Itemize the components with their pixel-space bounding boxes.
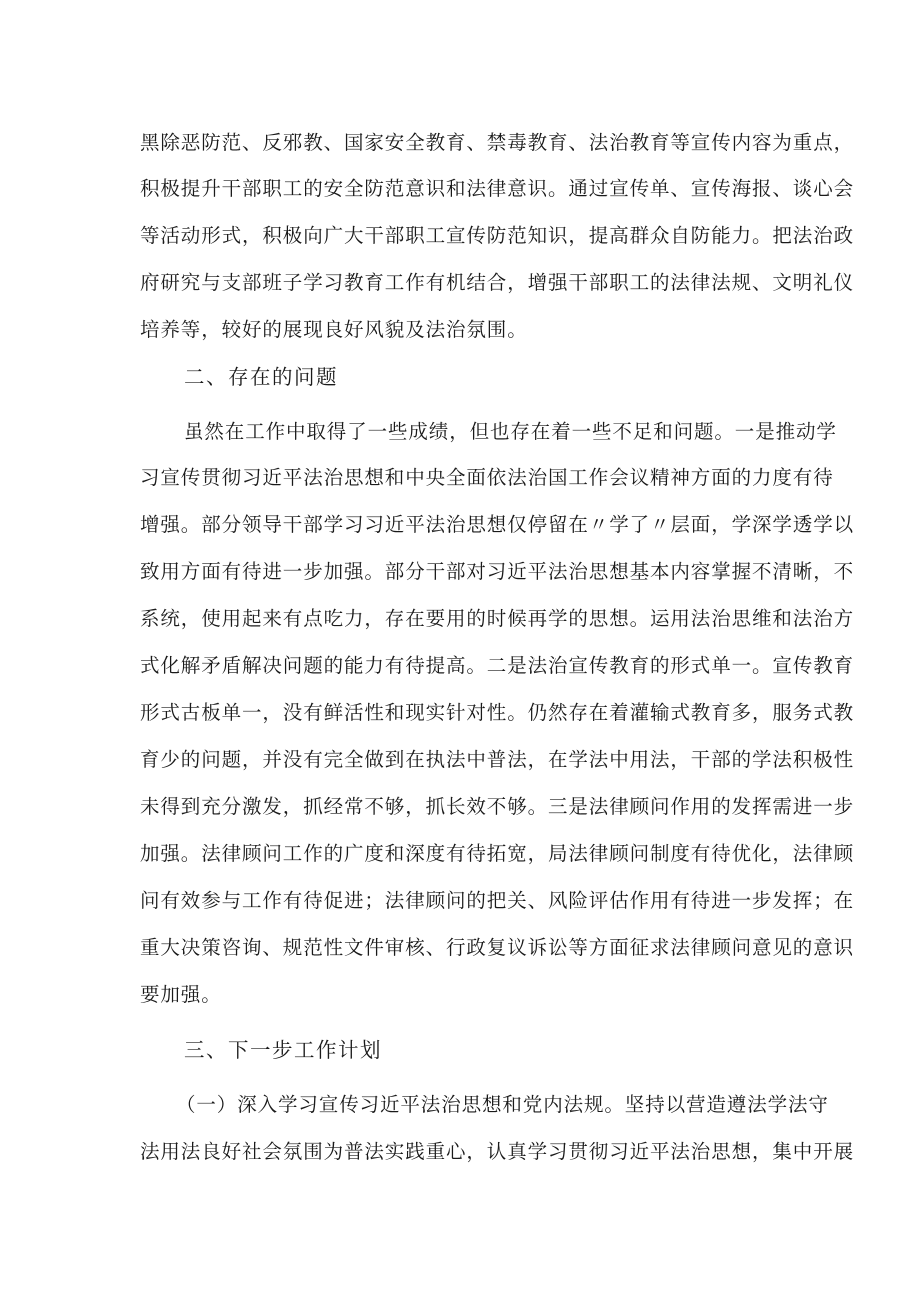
text-line: 培养等，较好的展现良好风貌及法治氛围。 <box>140 318 528 341</box>
text-line: 系统，使用起来有点吃力，存在要用的时候再学的思想。运用法治思维和法治方 <box>140 607 855 630</box>
text-line: 要加强。 <box>140 983 222 1006</box>
text-line: 等活动形式，积极向广大干部职工宣传防范知识，提高群众自防能力。把法治政 <box>140 224 855 247</box>
text-line: 府研究与支部班子学习教育工作有机结合，增强干部职工的法律法规、文明礼仪 <box>140 271 855 294</box>
text-line: 增强。部分领导干部学习习近平法治思想仅停留在〃学了〃层面，学深学透学以 <box>140 513 855 536</box>
text-line: （一）深入学习宣传习近平法治思想和党内法规。坚持以营造遵法学法守 <box>176 1093 829 1116</box>
text-line: 加强。法律顾问工作的广度和深度有待拓宽，局法律顾问制度有待优化，法律顾 <box>140 842 855 865</box>
text-line: 习宣传贯彻习近平法治思想和中央全面依法治国工作会议精神方面的力度有待 <box>140 466 834 489</box>
text-line: 问有效参与工作有待促进；法律顾问的把关、风险评估作用有待进一步发挥；在 <box>140 889 855 912</box>
text-line: 黑除恶防范、反邪教、国家安全教育、禁毒教育、法治教育等宣传内容为重点， <box>140 131 855 154</box>
text-line: 育少的问题，并没有完全做到在执法中普法，在学法中用法，干部的学法积极性 <box>140 748 855 771</box>
text-line: 致用方面有待进一步加强。部分干部对习近平法治思想基本内容掌握不清晰，不 <box>140 560 855 583</box>
text-line: 重大决策咨询、规范性文件审核、行政复议诉讼等方面征求法律顾问意见的意识 <box>140 936 855 959</box>
text-line: 虽然在工作中取得了一些成绩，但也存在着一些不足和问题。一是推动学 <box>184 420 837 443</box>
text-line: 积极提升干部职工的安全防范意识和法律意识。通过宣传单、宣传海报、谈心会 <box>140 177 855 200</box>
section-heading: 三、下一步工作计划 <box>184 1038 382 1062</box>
text-line: 形式古板单一，没有鲜活性和现实针对性。仍然存在着灌输式教育多，服务式教 <box>140 701 855 724</box>
section-heading: 二、存在的问题 <box>184 365 338 389</box>
text-line: 未得到充分激发，抓经常不够，抓长效不够。三是法律顾问作用的发挥需进一步 <box>140 795 855 818</box>
text-line: 法用法良好社会氛围为普法实践重心，认真学习贯彻习近平法治思想，集中开展 <box>140 1140 855 1163</box>
text-line: 式化解矛盾解决问题的能力有待提高。二是法治宣传教育的形式单一。宣传教育 <box>140 654 855 677</box>
